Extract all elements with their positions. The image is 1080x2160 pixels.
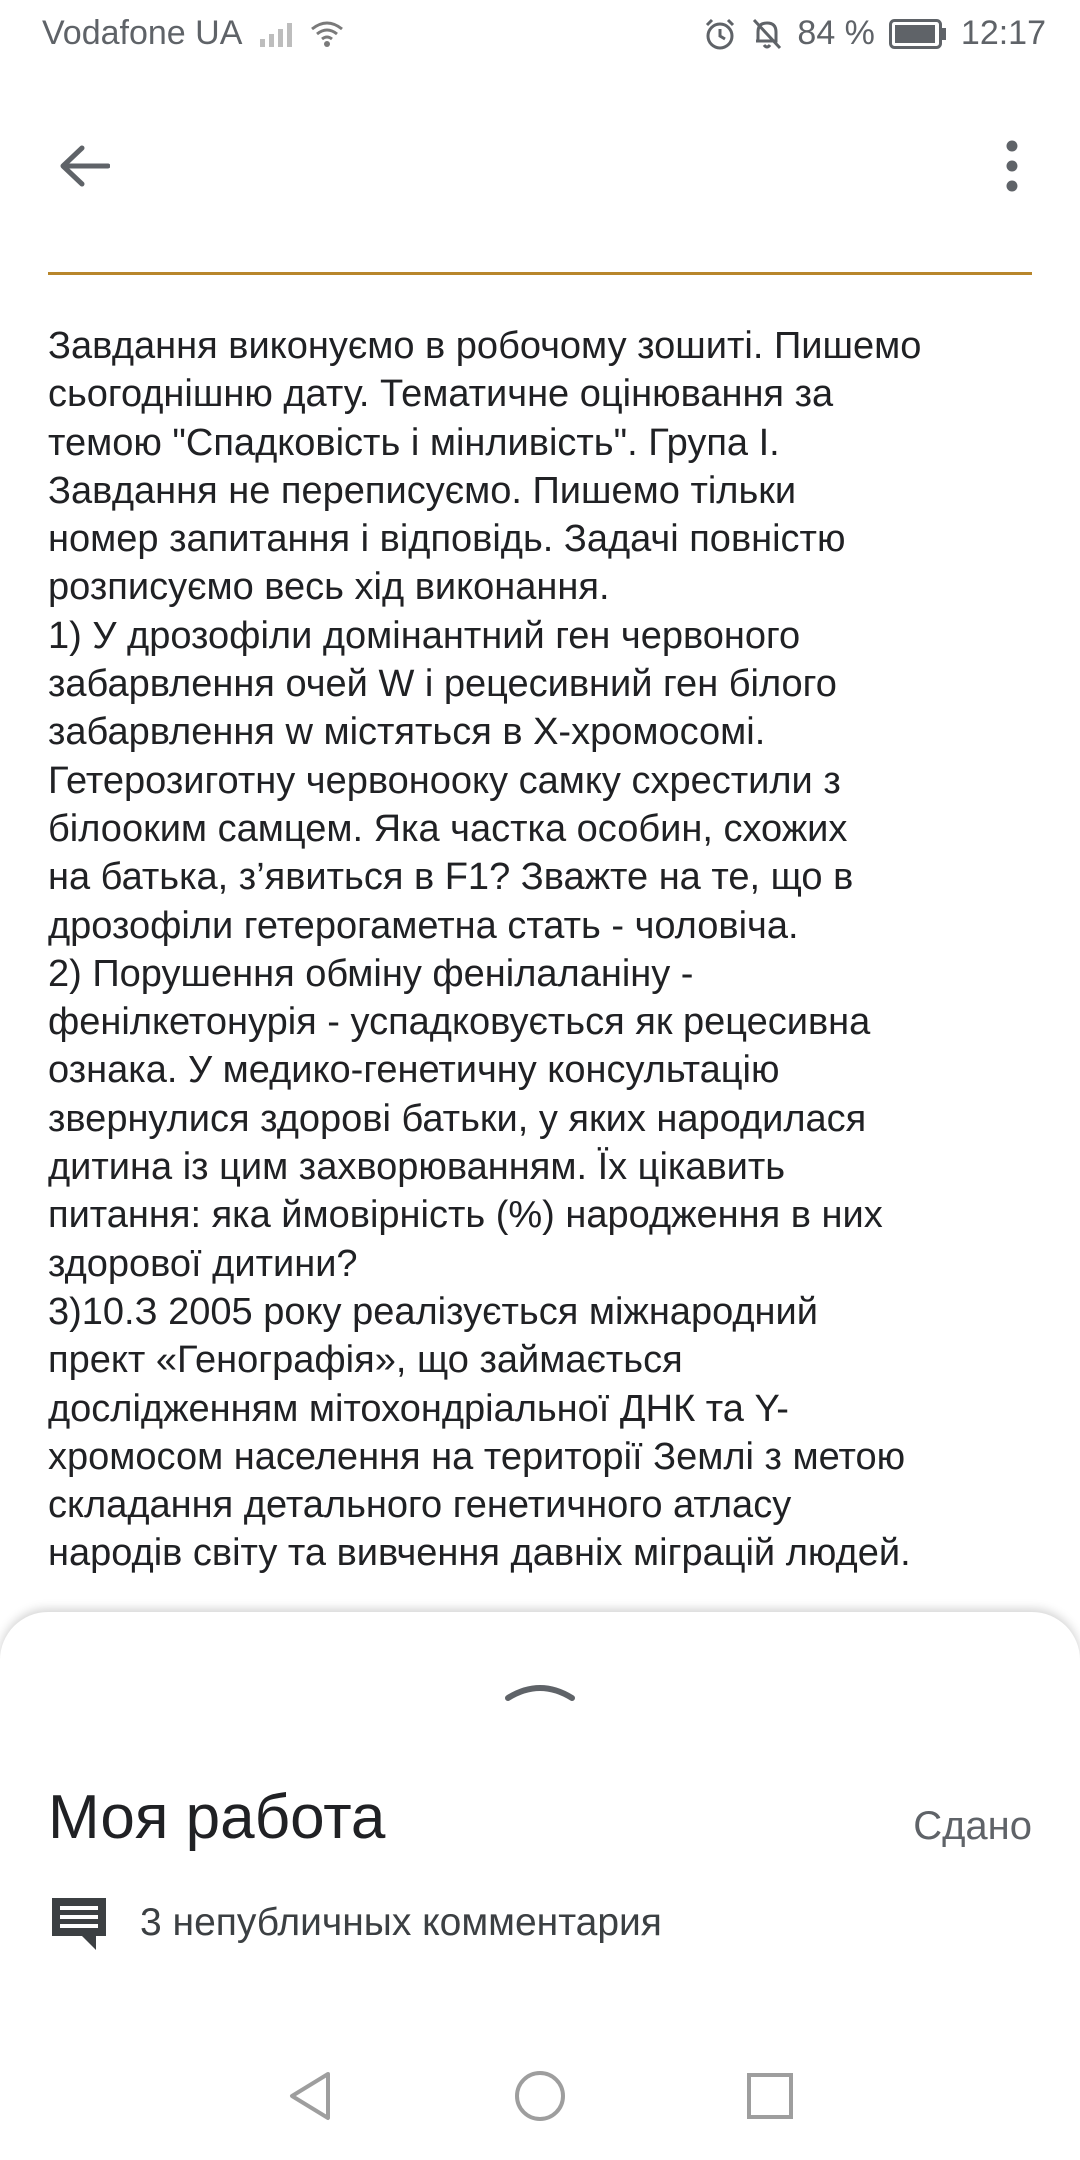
nav-home-button[interactable] — [510, 2066, 570, 2126]
text-line: 2) Порушення обміну фенілаланіну - — [48, 952, 694, 995]
battery-percent: 84 % — [797, 14, 875, 52]
bell-off-icon — [751, 17, 783, 51]
back-button[interactable] — [46, 128, 122, 204]
carrier-name: Vodafone UA — [42, 14, 243, 52]
more-vert-icon — [1004, 140, 1020, 192]
nav-back-button[interactable] — [280, 2066, 340, 2126]
header-divider — [48, 272, 1032, 275]
text-line: Завдання виконуємо в робочому зошиті. Пишемо — [48, 325, 922, 367]
arrow-back-icon — [58, 144, 110, 188]
text-line: дитина із цим захворюванням. Їх цікавить — [48, 1146, 786, 1189]
text-line: Завдання не переписуємо. Пишемо тільки — [48, 469, 797, 512]
text-line: темою "Спадковість і мінливість". Група І. — [48, 421, 780, 464]
text-line: 3)10.З 2005 року реалізується міжнародний — [48, 1290, 818, 1333]
status-right — [703, 14, 1046, 53]
nav-recents-icon — [746, 2072, 794, 2120]
text-line: забарвлення очей W і рецесивний ген білого — [48, 663, 837, 706]
nav-back-icon — [286, 2070, 334, 2122]
text-line: здорової дитини? — [48, 1242, 358, 1285]
text-line: розписуємо весь хід виконання. — [48, 566, 610, 609]
comment-icon — [48, 1894, 110, 1952]
text-line: дрозофіли гетерогаметна стать - чоловіча. — [48, 904, 799, 947]
text-line: ознака. У медико-генетичну консультацію — [48, 1049, 780, 1092]
expand-handle[interactable] — [500, 1670, 580, 1710]
signal-icon — [260, 21, 292, 47]
text-line: Гетерозиготну червонооку самку схрестили з — [48, 759, 841, 802]
text-line: номер запитання і відповідь. Задачі повністю — [48, 518, 846, 561]
more-options-button[interactable] — [974, 128, 1050, 204]
app-bar — [0, 110, 1080, 210]
status-left — [42, 14, 344, 53]
private-comments-row[interactable] — [48, 1894, 662, 1952]
my-work-title: Моя работа — [48, 1783, 386, 1852]
text-line: на батька, з’явиться в F1? Зважте на те, що в — [48, 856, 854, 899]
text-line: прект «Генографія», що займається — [48, 1339, 683, 1382]
nav-recents-button[interactable] — [740, 2066, 800, 2126]
system-nav-bar — [0, 2032, 1080, 2160]
alarm-icon — [703, 17, 737, 51]
text-line: фенілкетонурія - успадковується як рецесивна — [48, 1001, 871, 1044]
battery-icon — [889, 19, 947, 49]
my-work-sheet[interactable] — [0, 1612, 1080, 2032]
text-line: забарвлення w містяться в Х-хромосомі. — [48, 711, 766, 754]
chevron-up-icon — [500, 1670, 580, 1710]
comments-label: 3 непубличных комментария — [140, 1901, 662, 1944]
clock: 12:17 — [960, 14, 1046, 52]
assignment-description — [48, 322, 1043, 1578]
text-line: питання: яка ймовірність (%) народження в них — [48, 1194, 883, 1237]
text-line: звернулися здорові батьки, у яких народилася — [48, 1097, 867, 1140]
submission-status: Сдано — [913, 1804, 1032, 1848]
text-line: дослідженням мітохондріальної ДНК та Y- — [48, 1387, 789, 1430]
nav-home-icon — [513, 2069, 567, 2123]
text-line: хромосом населення на території Землі з метою — [48, 1435, 906, 1478]
text-line: сьогоднішню дату. Тематичне оцінювання за — [48, 373, 834, 416]
text-line: 1) У дрозофіли домінантний ген червоного — [48, 614, 801, 657]
text-line: білооким самцем. Яка частка особин, схожих — [48, 807, 848, 850]
text-line: складання детального генетичного атласу — [48, 1484, 792, 1527]
text-line: народів світу та вивчення давніх міграцій людей. — [48, 1532, 911, 1575]
wifi-icon — [310, 20, 344, 48]
status-bar — [0, 0, 1080, 74]
